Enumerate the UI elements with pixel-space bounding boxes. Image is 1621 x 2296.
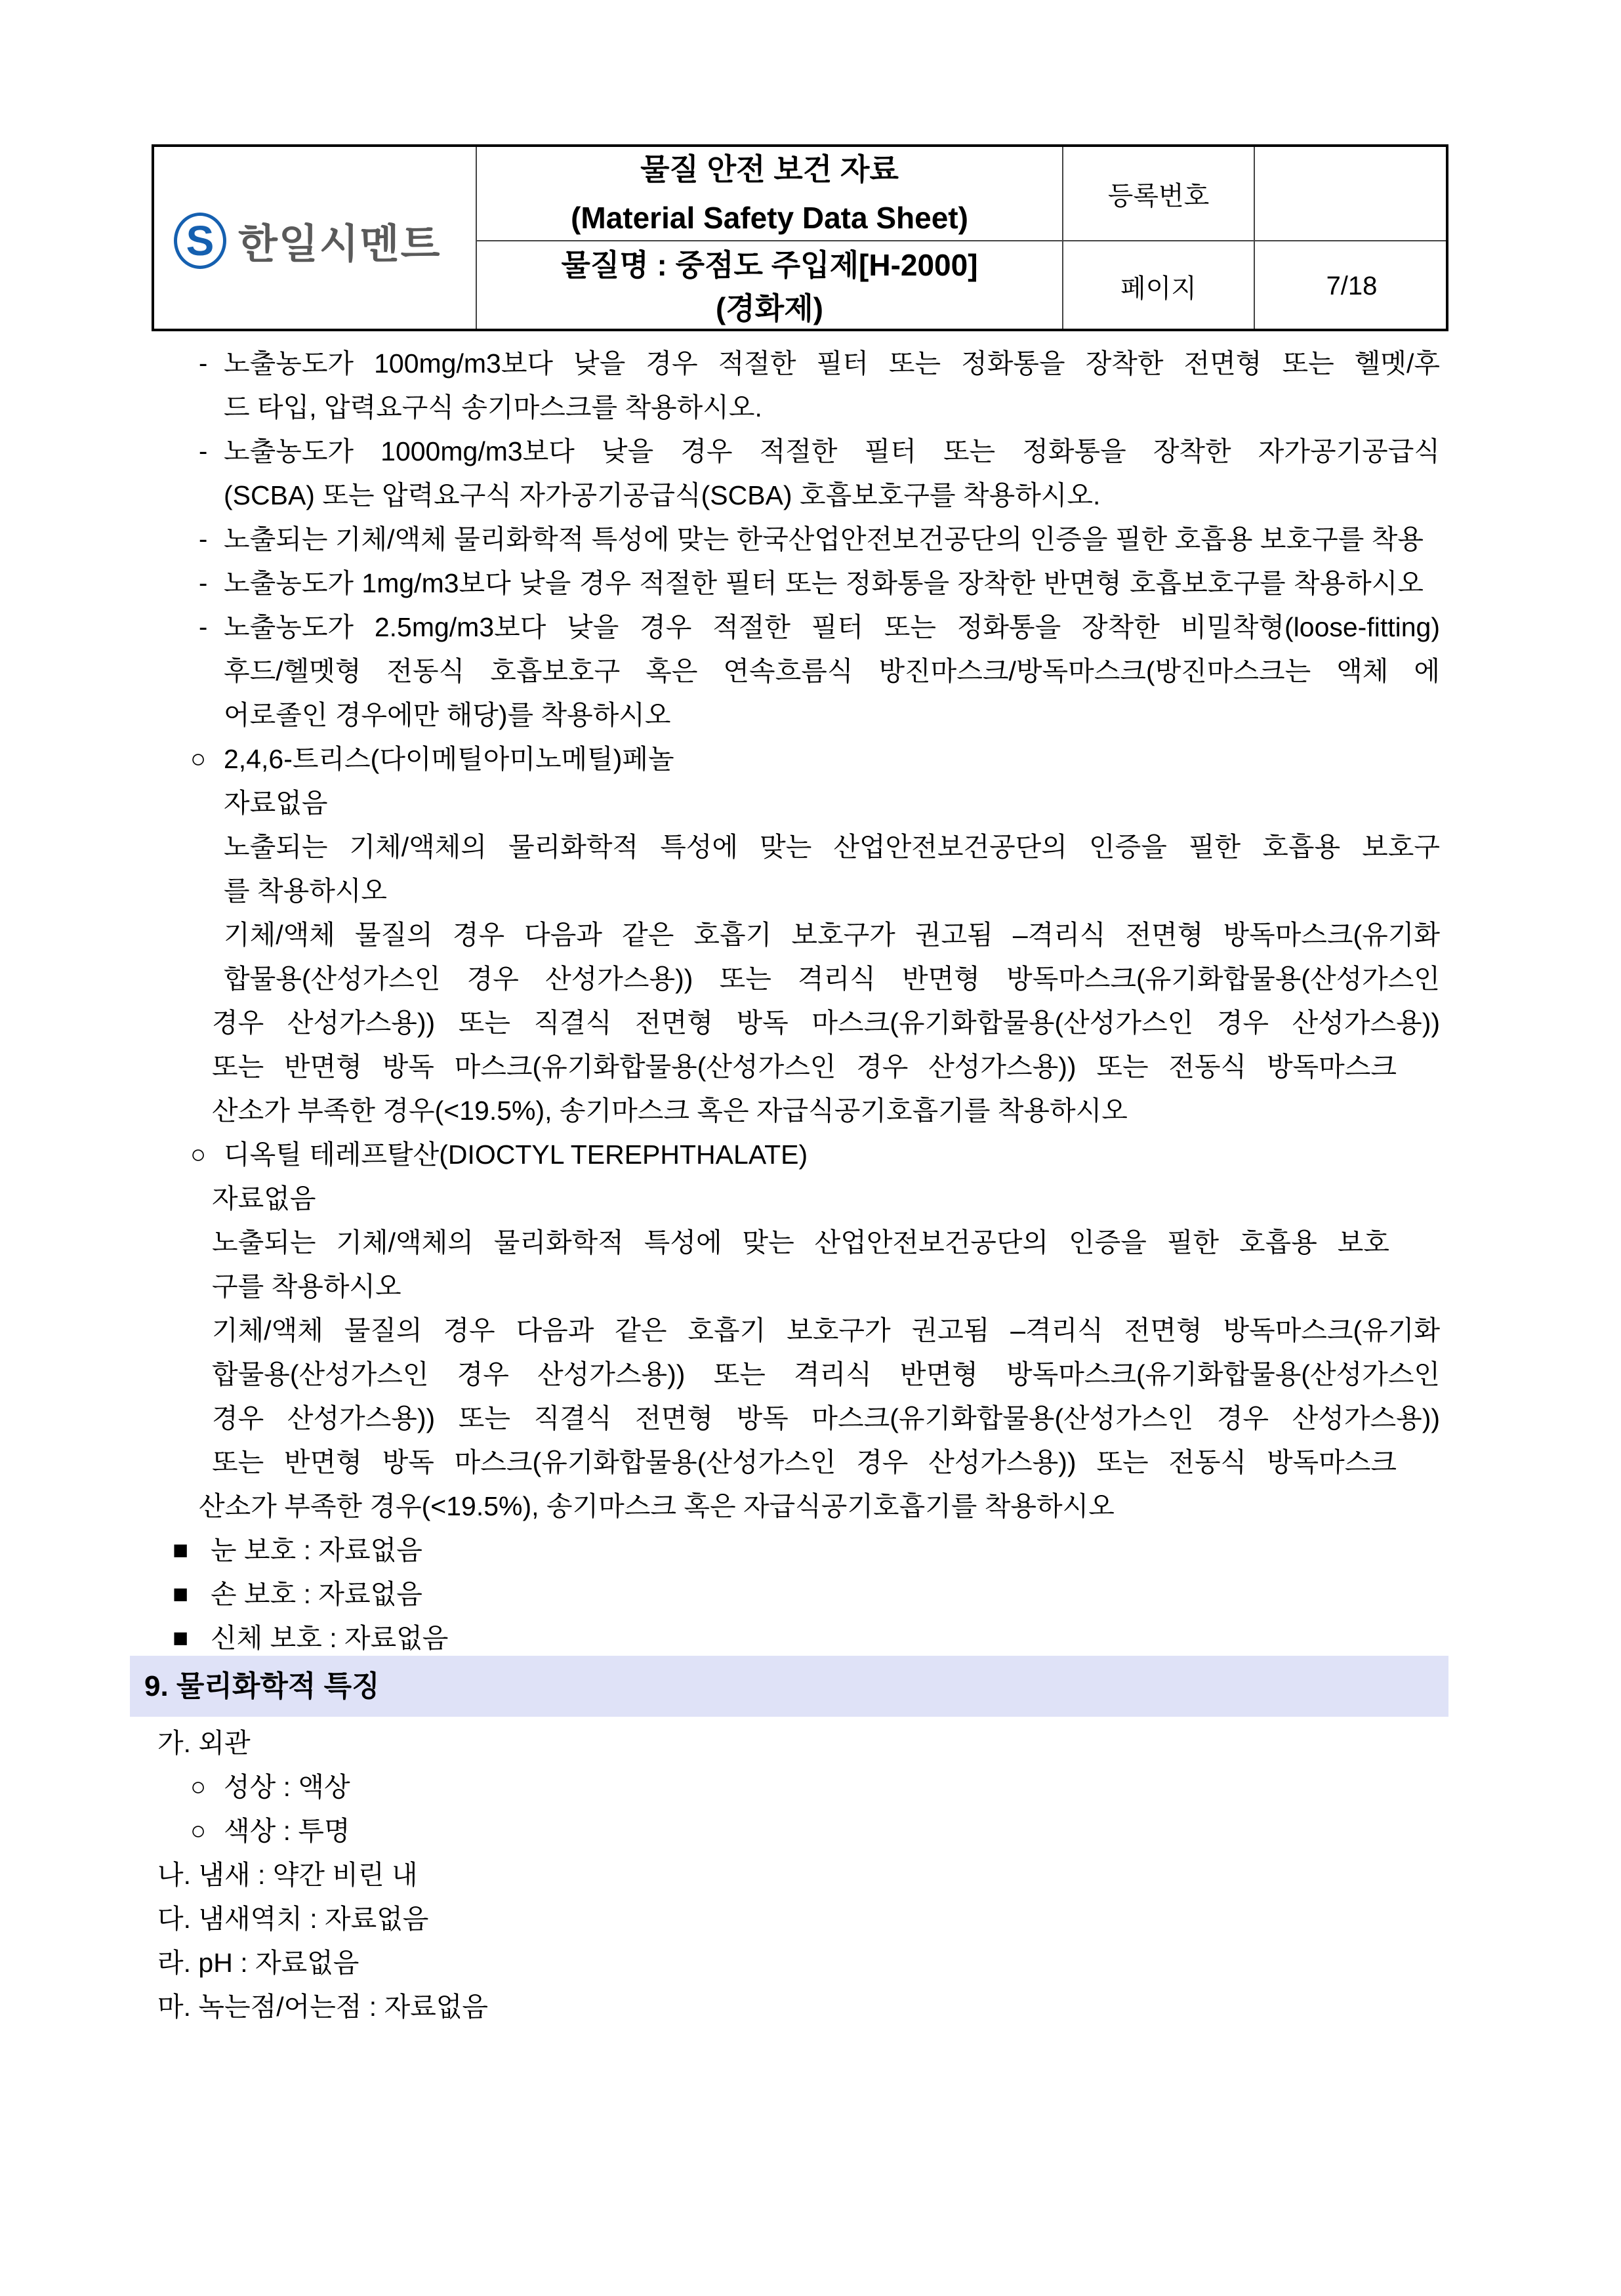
body-line: 를 착용하시오 [224, 876, 388, 906]
square-bullet-icon: ■ [173, 1624, 189, 1652]
body-line: 또는 반면형 방독 마스크(유기화합물용(산성가스인 경우 산성가스용)) 또는 전동식 방독마스크 [212, 1447, 1397, 1477]
body-line: 노출농도가 2.5mg/m3보다 낮을 경우 적절한 필터 또는 정화통을 장착한 비밀착형(loose-fitting) [224, 612, 1440, 642]
property-line: 색상 : 투명 [224, 1816, 350, 1846]
body-line: 기체/액체 물질의 경우 다음과 같은 호흡기 보호구가 권고됨 –격리식 전면형 방독마스크(유기화 [224, 920, 1440, 950]
body-line: 기체/액체 물질의 경우 다음과 같은 호흡기 보호구가 권고됨 –격리식 전면형 방독마스크(유기화 [212, 1315, 1440, 1345]
body-line: 합물용(산성가스인 경우 산성가스용)) 또는 격리식 반면형 방독마스크(유기화합물용(산성가스인 [224, 964, 1440, 994]
section-9-header [130, 1656, 1448, 1717]
body-line: 디옥틸 테레프탈산(DIOCTYL TEREPHTHALATE) [224, 1139, 808, 1170]
body-line: 눈 보호 : 자료없음 [211, 1535, 422, 1565]
title-korean: 물질 안전 보건 자료 [640, 152, 899, 186]
registration-number-value [1255, 147, 1448, 240]
product-name-line2: (경화제) [716, 291, 823, 325]
title-english: (Material Safety Data Sheet) [571, 201, 968, 235]
body-line: 노출되는 기체/액체의 물리화학적 특성에 맞는 산업안전보건공단의 인증을 필한 호흡용 보호 [212, 1227, 1389, 1258]
dash-bullet: - [199, 613, 208, 642]
circle-bullet-icon: ○ [190, 1816, 207, 1845]
section-9-title: 9. 물리화학적 특징 [144, 1670, 380, 1702]
registration-number-label: 등록번호 [1107, 181, 1210, 211]
product-name-line1: 물질명 : 중점도 주입제[H-2000] [561, 247, 978, 282]
circle-bullet-icon: ○ [190, 1773, 207, 1801]
circle-bullet-icon: ○ [190, 745, 207, 773]
square-bullet-icon: ■ [173, 1536, 189, 1565]
body-line: 노출되는 기체/액체의 물리화학적 특성에 맞는 산업안전보건공단의 인증을 필한 호흡용 보호구 [224, 832, 1440, 862]
body-line: 후드/헬멧형 전동식 호흡보호구 혹은 연속흐름식 방진마스크/방독마스크(방진마스크는 액체 에 [224, 656, 1440, 686]
body-line: 어로졸인 경우에만 해당)를 착용하시오 [224, 700, 671, 730]
logo-text: 한일시멘트 [238, 222, 441, 267]
logo-mark-icon: S [174, 213, 226, 269]
body-line: 경우 산성가스용)) 또는 직결식 전면형 방독 마스크(유기화합물용(산성가스인 경우 산성가스용)) [212, 1403, 1440, 1433]
property-line: 나. 냄새 : 약간 비린 내 [157, 1860, 418, 1890]
body-line: 자료없음 [224, 788, 328, 818]
body-line: 자료없음 [212, 1183, 316, 1214]
body-line: 산소가 부족한 경우(<19.5%), 송기마스크 혹은 자급식공기호흡기를 착용하시오 [212, 1096, 1128, 1126]
property-line: 라. pH : 자료없음 [157, 1948, 359, 1978]
body-line: 노출농도가 100mg/m3보다 낮을 경우 적절한 필터 또는 정화통을 장착한 전면형 또는 헬멧/후 [224, 348, 1440, 379]
body-line: 2,4,6-트리스(다이메틸아미노메틸)페놀 [224, 744, 674, 774]
body-line: 손 보호 : 자료없음 [211, 1579, 422, 1609]
body-line: 산소가 부족한 경우(<19.5%), 송기마스크 혹은 자급식공기호흡기를 착용하시오 [199, 1491, 1115, 1521]
page-number: 7/18 [1326, 272, 1378, 300]
circle-bullet-icon: ○ [190, 1140, 207, 1169]
body-line: 또는 반면형 방독 마스크(유기화합물용(산성가스인 경우 산성가스용)) 또는 전동식 방독마스크 [212, 1052, 1397, 1082]
property-line: 가. 외관 [157, 1728, 251, 1758]
body-line: 합물용(산성가스인 경우 산성가스용)) 또는 격리식 반면형 방독마스크(유기화합물용(산성가스인 [212, 1359, 1440, 1389]
body-line: 노출농도가 1mg/m3보다 낮을 경우 적절한 필터 또는 정화통을 장착한 반면형 호흡보호구를 착용하시오 [224, 568, 1424, 598]
dash-bullet: - [199, 525, 208, 554]
square-bullet-icon: ■ [173, 1580, 189, 1609]
document-title [477, 147, 1062, 240]
property-line: 성상 : 액상 [224, 1772, 350, 1802]
body-line: 신체 보호 : 자료없음 [211, 1623, 449, 1653]
body-line: 노출농도가 1000mg/m3보다 낮을 경우 적절한 필터 또는 정화통을 장착한 자가공기공급식 [224, 436, 1440, 466]
product-name [477, 241, 1062, 331]
document-header-table [152, 144, 1448, 331]
body-line: 경우 산성가스용)) 또는 직결식 전면형 방독 마스크(유기화합물용(산성가스인 경우 산성가스용)) [212, 1008, 1440, 1038]
dash-bullet: - [199, 437, 208, 466]
body-line: 노출되는 기체/액체 물리화학적 특성에 맞는 한국산업안전보건공단의 인증을 필한 호흡용 보호구를 착용 [224, 524, 1424, 554]
property-line: 마. 녹는점/어는점 : 자료없음 [157, 1992, 489, 2022]
body-line: (SCBA) 또는 압력요구식 자가공기공급식(SCBA) 호흡보호구를 착용하시오. [224, 480, 1101, 510]
body-line: 드 타입, 압력요구식 송기마스크를 착용하시오. [224, 392, 762, 422]
dash-bullet: - [199, 569, 208, 598]
dash-bullet: - [199, 349, 208, 378]
body-line: 구를 착용하시오 [212, 1271, 401, 1302]
property-line: 다. 냄새역치 : 자료없음 [157, 1904, 429, 1934]
company-logo [174, 211, 441, 270]
page-label: 페이지 [1120, 274, 1197, 303]
